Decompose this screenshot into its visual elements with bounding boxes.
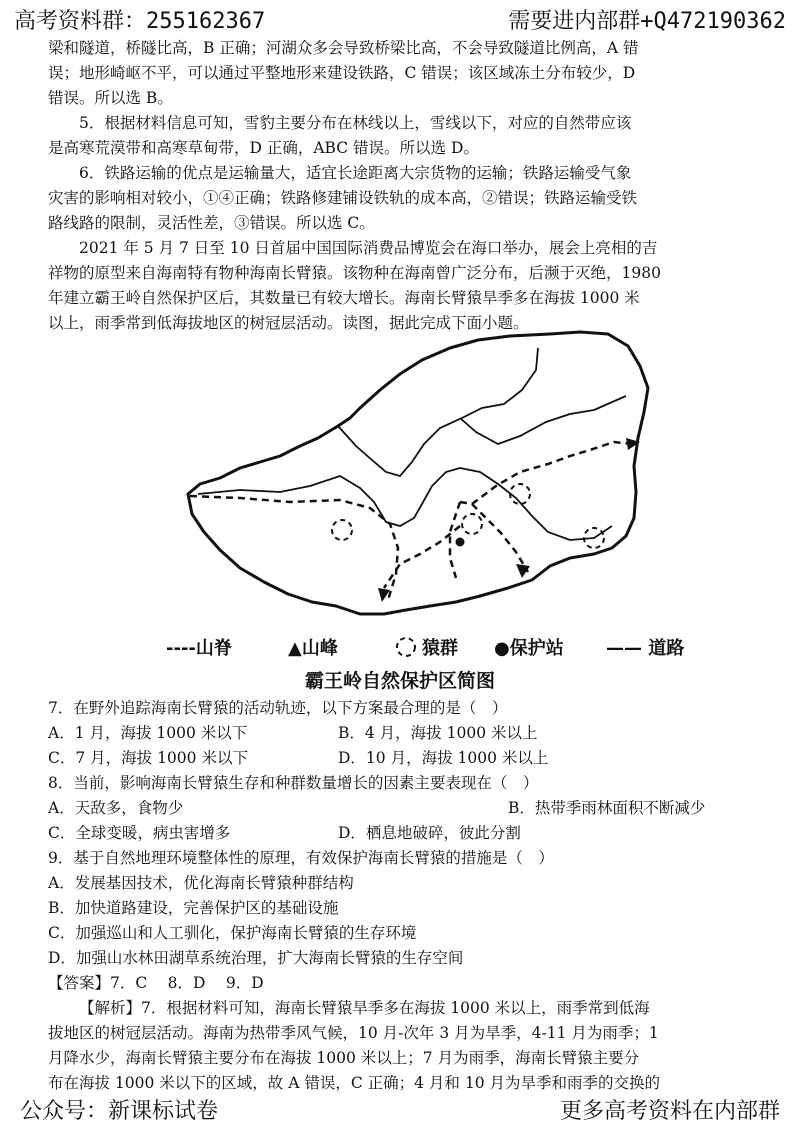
q8-option-c: C．全球变暖，病虫害增多	[48, 824, 231, 842]
top-para-line-1: 梁和隧道，桥隧比高，B 正确；河湖众多会导致桥梁比高，不会导致隧道比例高，A 错	[48, 39, 639, 57]
map-legend	[166, 632, 686, 662]
top-para-line-2: 误；地形崎岖不平，可以通过平整地形来建设铁路，C 错误；该区域冻土分布较少，D	[48, 64, 636, 82]
roads	[198, 348, 626, 540]
ape-group-3	[510, 484, 530, 504]
question-8: 8．当前，影响海南长臂猿生存和种群数量增长的因素主要表现在（ ）	[48, 774, 539, 792]
material-line-2: 祥物的原型来自海南特有物种海南长臂猿。该物种在海南曾广泛分布，后濒于灭绝，1980	[48, 264, 661, 282]
q8-option-d: D．栖息地破碎，彼此分割	[338, 824, 521, 842]
q7-option-c: C．7 月，海拔 1000 米以下	[48, 749, 248, 767]
question-9: 9．基于自然地理环境整体性的原理，有效保护海南长臂猿的措施是（ ）	[48, 849, 554, 867]
question-7: 7．在野外追踪海南长臂猿的活动轨迹，以下方案最合理的是（ ）	[48, 699, 508, 717]
ridge-arrows	[378, 438, 640, 602]
ridge-line-1	[190, 496, 398, 600]
analysis-line-3: 月降水少，海南长臂猿主要分布在海拔 1000 米以上；7 月为雨季，海南长臂猿主要分	[48, 1049, 640, 1067]
road-line-1	[198, 468, 612, 540]
analysis-line-1: 【解析】7．根据材料可知，海南长臂猿旱季多在海拔 1000 米以上，雨季常到低海	[79, 999, 650, 1017]
ridge-link	[460, 502, 472, 504]
q8-option-b: B．热带季雨林面积不断减少	[508, 799, 706, 817]
q6-line-3: 路线路的限制，灵活性差，③错误。所以选 C。	[48, 214, 375, 232]
reserve-boundary	[188, 332, 648, 614]
q8-options-row-1	[48, 796, 760, 821]
legend-peak: ▲山峰	[288, 638, 338, 659]
map-title: 霸王岭自然保护区简图	[304, 670, 495, 692]
material-line-1: 2021 年 5 月 7 日至 10 日首届中国国际消费品博览会在海口举办，展会上亮相的吉	[79, 239, 658, 257]
q9-option-d: D．加强山水林田湖草系统治理，扩大海南长臂猿的生存空间	[48, 949, 464, 967]
q6-line-2: 灾害的影响相对较小，①④正确；铁路修建铺设铁轨的成本高，②错误；铁路运输受铁	[48, 189, 638, 207]
reserve-map	[160, 326, 660, 626]
q7-option-d: D．10 月，海拔 1000 米以上	[338, 749, 549, 767]
q9-option-a: A．发展基因技术，优化海南长臂猿种群结构	[48, 874, 354, 892]
page-footer	[20, 1094, 780, 1126]
road-line-2	[338, 348, 538, 476]
footer-right-text: 更多高考资料在内部群	[559, 1099, 780, 1124]
ridge-line-5	[384, 526, 460, 588]
road-line-3	[460, 396, 626, 444]
answer-line: 【答案】7．C 8．D 9．D	[48, 974, 264, 992]
ape-group-legend-icon	[394, 635, 418, 659]
explanation-block	[48, 36, 760, 336]
questions-block	[48, 696, 760, 1096]
ridge-line-2	[472, 442, 632, 504]
header-left-text: 高考资料群：255162367	[14, 9, 266, 34]
arrow-1	[378, 588, 390, 602]
q7-option-a: A．1 月，海拔 1000 米以下	[48, 724, 248, 742]
q8-option-a: A．天敌多，食物少	[48, 799, 184, 817]
q6-line-1: 6．铁路运输的优点是运输量大，适宜长途距离大宗货物的运输；铁路运输受气象	[79, 164, 632, 182]
q9-option-b: B．加快道路建设，完善保护区的基础设施	[48, 899, 339, 917]
analysis-line-2: 拔地区的树冠层活动。海南为热带季风气候，10 月-次年 3 月为旱季，4-11 月为雨季；1	[48, 1024, 659, 1042]
q5-line-1: 5．根据材料信息可知，雪豹主要分布在林线以上，雪线以下，对应的自然带应该	[79, 114, 632, 132]
q7-options-row-1	[48, 721, 760, 746]
legend-station: ●保护站	[494, 638, 564, 659]
footer-left-text: 公众号：新课标试卷	[20, 1099, 219, 1124]
q7-option-b: B．4 月，海拔 1000 米以上	[338, 724, 538, 742]
legend-road: —— 道路	[606, 638, 685, 659]
legend-ridge: ----山脊	[166, 638, 232, 659]
material-line-4: 以上，雨季常到低海拔地区的树冠层活动。读图，据此完成下面小题。	[48, 314, 529, 332]
top-para-line-3: 错误。所以选 B。	[48, 89, 173, 107]
analysis-line-4: 布在海拔 1000 米以下的区域，故 A 错误，C 正确；4 月和 10 月为旱季和雨季的交换的	[48, 1074, 661, 1092]
ape-group-1	[332, 520, 352, 540]
header-right-text: 需要进内部群+Q472190362	[508, 9, 786, 34]
ape-group-2	[462, 514, 482, 534]
material-line-3: 年建立霸王岭自然保护区后，其数量已有较大增长。海南长臂猿旱季多在海拔 1000 米	[48, 289, 640, 307]
q9-option-c: C．加强巡山和人工驯化，保护海南长臂猿的生存环境	[48, 924, 417, 942]
q8-options-row-2	[48, 821, 760, 846]
q5-line-2: 是高寒荒漠带和高寒草甸带，D 正确，ABC 错误。所以选 D。	[48, 139, 479, 157]
protection-station	[456, 538, 465, 547]
ridge-line-4	[472, 504, 528, 572]
legend-apes: 猿群	[422, 638, 458, 659]
q7-options-row-2	[48, 746, 760, 771]
page-header	[14, 4, 786, 38]
